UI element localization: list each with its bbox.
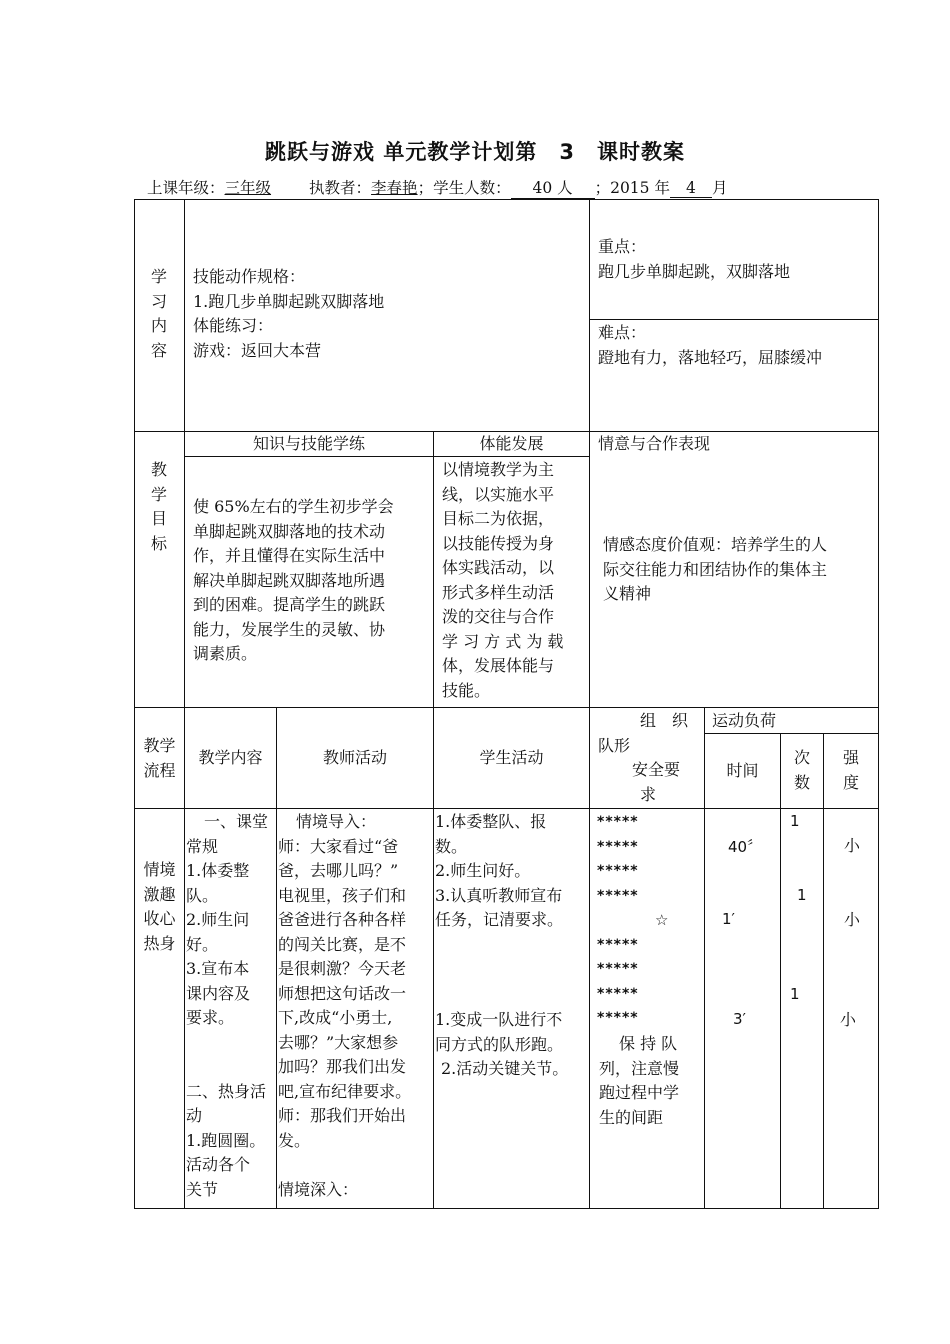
- year-value: ；2015 年: [594, 179, 670, 197]
- count-value: 1: [797, 886, 807, 904]
- month-value: 4: [670, 179, 712, 198]
- student-activity-header: 学生活动: [479, 748, 544, 767]
- formation-diagram: ***** ***** ***** ***** ☆ ***** ***** ***** *****: [597, 810, 702, 1031]
- goals-row-label: 教 学 目 标: [150, 460, 167, 553]
- difficult-point-label: 难点：: [598, 323, 647, 342]
- goals-skill-text: 使 65%左右的学生初步学会 单脚起跳双脚落地的技术动 作，并且懂得在实际生活中 解决单脚起跳双脚落地所遇 到的困难。提高学生的跳跃 能力，发展学生的灵敏、协 调素质。: [193, 497, 394, 663]
- students-label: ；学生人数：: [417, 179, 511, 197]
- count-value: 1: [790, 812, 800, 830]
- key-point-text: 跑几步单脚起跳，双脚落地: [598, 261, 791, 281]
- key-point: [598, 235, 876, 284]
- teacher-value: 李春艳: [371, 179, 418, 197]
- teacher-activity-header: 教师活动: [322, 748, 387, 767]
- count-value: 1: [790, 985, 800, 1003]
- time-value: 3′: [733, 1010, 746, 1028]
- intensity-value: 小: [840, 1010, 857, 1029]
- difficult-point-text: 蹬地有力，落地轻巧，屈膝缓冲: [598, 347, 823, 367]
- goals-emotion-text: 情感态度价值观：培养学生的人 际交往能力和团结协作的集体主 义精神: [603, 535, 828, 603]
- grade-value: 三年级: [224, 179, 272, 197]
- flow-header: 教学 流程: [143, 736, 176, 780]
- key-point-label: 重点：: [598, 237, 647, 256]
- title-suffix: 课时教案: [596, 140, 685, 164]
- difficult-point: [598, 321, 876, 370]
- flow-stage: 情境 激趣 收心 热身: [143, 860, 176, 953]
- teacher-star-icon: ☆: [655, 911, 670, 929]
- student-activity-run: 1.变成一队进行不 同方式的队形跑。 2.活动关键关节。: [435, 1010, 569, 1078]
- goals-fitness-text: 以情境教学为主 线，以实施水平 目标二为依据， 以技能传授为身 体实践活动，以 形式多样生动活 泼的交往与合作 学 习 方 式 为 载 体，发展体能与 技能。: [442, 460, 564, 700]
- month-label: 月: [711, 179, 728, 197]
- lesson-content: 一、课堂 常规 1.体委整 队。 2.师生问 好。 3.宣布本 课内容及 要求。 二、热身活 动 1.跑圆圈。 活动各个 关节: [186, 812, 269, 1199]
- time-value: 1′: [722, 910, 735, 928]
- content-header: 教学内容: [198, 748, 263, 767]
- time-header: 时间: [726, 761, 759, 780]
- learning-content: 技能动作规格： 1.跑几步单脚起跳双脚落地 体能练习： 游戏：返回大本营: [193, 267, 385, 360]
- page-title: [0, 136, 950, 166]
- intensity-value: 小: [844, 910, 861, 929]
- title-text: 跳跃与游戏 单元教学计划第: [265, 140, 538, 164]
- count-header: 次 数: [793, 748, 810, 792]
- lesson-number: 3: [559, 140, 575, 164]
- time-value: 40〞: [728, 838, 763, 856]
- teacher-activity: 情境导入： 师：大家看过“爸 爸，去哪儿吗？” 电视里，孩子们和 爸爸进行各种各样 的闯关比赛，是不 是很刺激？今天老 师想把这句话改一 下,改成“小勇士, 去哪？”大家想参 加吗？那我们出发 吧,宣布纪律要求。 师：那我们开始出 发。 情境深入：: [278, 812, 412, 1199]
- teacher-label: 执教者：: [309, 179, 372, 197]
- student-activity-warmup: 1.体委整队、报 数。 2.师生问好。 3.认真听教师宣布 任务，记清要求。: [435, 812, 564, 929]
- organization-header: 组 织 队形 安全要 求: [598, 711, 689, 804]
- students-value: 40 人: [511, 176, 595, 199]
- goals-fitness-header: 体能发展: [479, 434, 544, 453]
- grade-label: 上课年级：: [147, 179, 225, 197]
- intensity-header: 强 度: [842, 748, 859, 792]
- load-header: 运动负荷: [712, 711, 777, 730]
- learning-row-label: 学 习 内 容: [150, 267, 167, 360]
- goals-emotion-header: 情意与合作表现: [598, 434, 711, 453]
- goals-skill-header: 知识与技能学练: [252, 434, 365, 453]
- intensity-value: 小: [844, 836, 861, 855]
- lesson-meta: [147, 176, 727, 199]
- safety-requirements: 保 持 队 列，注意慢 跑过程中学 生的间距: [599, 1034, 680, 1127]
